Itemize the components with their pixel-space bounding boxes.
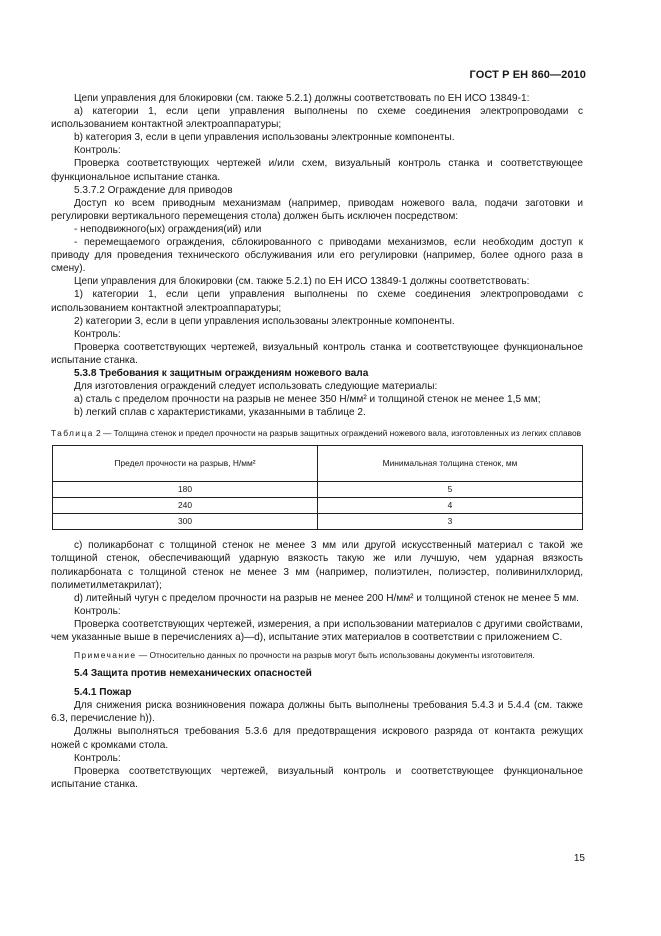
table-caption: Таблица 2 — Толщина стенок и предел прочности на разрыв защитных ограждений ножевого вала, изготовленных из легких сплавов: [51, 428, 582, 439]
paragraph: Проверка соответствующих чертежей и/или схем, визуальный контроль станка и соответствующее функциональное испытание станка.: [51, 158, 583, 183]
paragraph: Должны выполняться требования 5.3.6 для предотвращения искрового разряда от контакта режущих ножей с кромками стола.: [51, 726, 583, 751]
column-header: Минимальная толщина стенок, мм: [318, 446, 583, 482]
paragraph: Проверка соответствующих чертежей, визуальный контроль станка и соответствующее функциональное испытание станка.: [51, 341, 583, 366]
paragraph: Контроль:: [74, 145, 121, 157]
strength-table: [52, 445, 583, 530]
table-row: [53, 514, 583, 530]
paragraph: Цепи управления для блокировки (см. также 5.2.1) по ЕН ИСО 13849-1 должны соответствовать:: [74, 276, 530, 288]
paragraph: Для изготовления ограждений следует использовать следующие материалы:: [74, 381, 438, 393]
document-header: ГОСТ Р ЕН 860—2010: [469, 69, 586, 81]
table-cell: 240: [53, 498, 318, 514]
paragraph: 2) категории 3, если в цепи управления использованы электронные компоненты.: [74, 315, 455, 327]
section-538-title: 5.3.8 Требования к защитным ограждениям ножевого вала: [74, 367, 369, 379]
subsection-title: 5.3.7.2 Ограждение для приводов: [74, 184, 233, 196]
table-cell: 4: [318, 498, 583, 514]
table-header-row: [53, 446, 583, 482]
paragraph: Для снижения риска возникновения пожара должны быть выполнены требования 5.4.3 и 5.4.4 (см. также 6.3, перечисление h)).: [51, 700, 583, 725]
table-row: [53, 498, 583, 514]
page-number: 15: [573, 853, 585, 864]
paragraph: a) сталь с пределом прочности на разрыв не менее 350 Н/мм² и толщиной стенок не менее 1,5 мм;: [74, 394, 541, 406]
paragraph: 1) категории 1, если цепи управления выполнены по схеме соединения электропроводами с использованием контактной электроаппаратуры;: [51, 289, 583, 314]
paragraph: - перемещаемого ограждения, сблокированного с приводами механизмов, если необходим доступ к приводу для проведения технического обслуживания или его регулировки (например, более одного раза в смену).: [51, 237, 583, 275]
paragraph: Контроль:: [74, 752, 121, 764]
paragraph: Проверка соответствующих чертежей, визуальный контроль и соответствующее функциональное испытание станка.: [51, 765, 583, 790]
paragraph: - неподвижного(ых) ограждения(ий) или: [74, 223, 262, 235]
section-541-title: 5.4.1 Пожар: [74, 687, 132, 699]
table-row: [53, 482, 583, 498]
table-cell: 5: [318, 482, 583, 498]
paragraph: Цепи управления для блокировки (см. также 5.2.1) должны соответствовать по ЕН ИСО 13849-1:: [74, 93, 530, 104]
table-cell: 300: [53, 514, 318, 530]
document-body: [51, 92, 583, 791]
section-54-title: 5.4 Защита против немеханических опасностей: [74, 668, 312, 680]
paragraph: Контроль:: [74, 605, 121, 617]
table-cell: 3: [318, 514, 583, 530]
note: Примечание — Относительно данных по прочности на разрыв могут быть использованы документы изготовителя.: [74, 650, 535, 661]
paragraph: b) легкий сплав с характеристиками, указанными в таблице 2.: [74, 407, 366, 419]
column-header: Предел прочности на разрыв, Н/мм²: [53, 446, 318, 482]
table-cell: 180: [53, 482, 318, 498]
paragraph: a) категории 1, если цепи управления выполнены по схеме соединения электропроводами с использованием контактной электроаппаратуры;: [51, 106, 583, 131]
paragraph: Доступ ко всем приводным механизмам (например, приводам ножевого вала, подачи заготовки и регулировки вертикального перемещения стола) должен быть исключен посредством:: [51, 197, 583, 222]
paragraph: Проверка соответствующих чертежей, измерения, а при использовании материалов с другими свойствами, чем указанные выше в перечислениях a)—d), испытание этих материалов в соответствии с приложением С.: [51, 618, 583, 643]
paragraph: d) литейный чугун с пределом прочности на разрыв не менее 200 Н/мм² и толщиной стенок не менее 5 мм.: [74, 592, 579, 604]
paragraph: Контроль:: [74, 328, 121, 340]
paragraph: b) категория 3, если в цепи управления использованы электронные компоненты.: [74, 132, 455, 144]
paragraph: c) поликарбонат с толщиной стенок не менее 3 мм или другой искусственный материал с такой же толщиной стенок, обеспечивающий ударную вязкость такую же или лучшую, чем ударная вязкость поликарбоната с толщиной стенок не менее 3 мм (например, полиэтилен, полиэстер, поливинилхлорид, полиметилметакрилат);: [51, 540, 583, 591]
